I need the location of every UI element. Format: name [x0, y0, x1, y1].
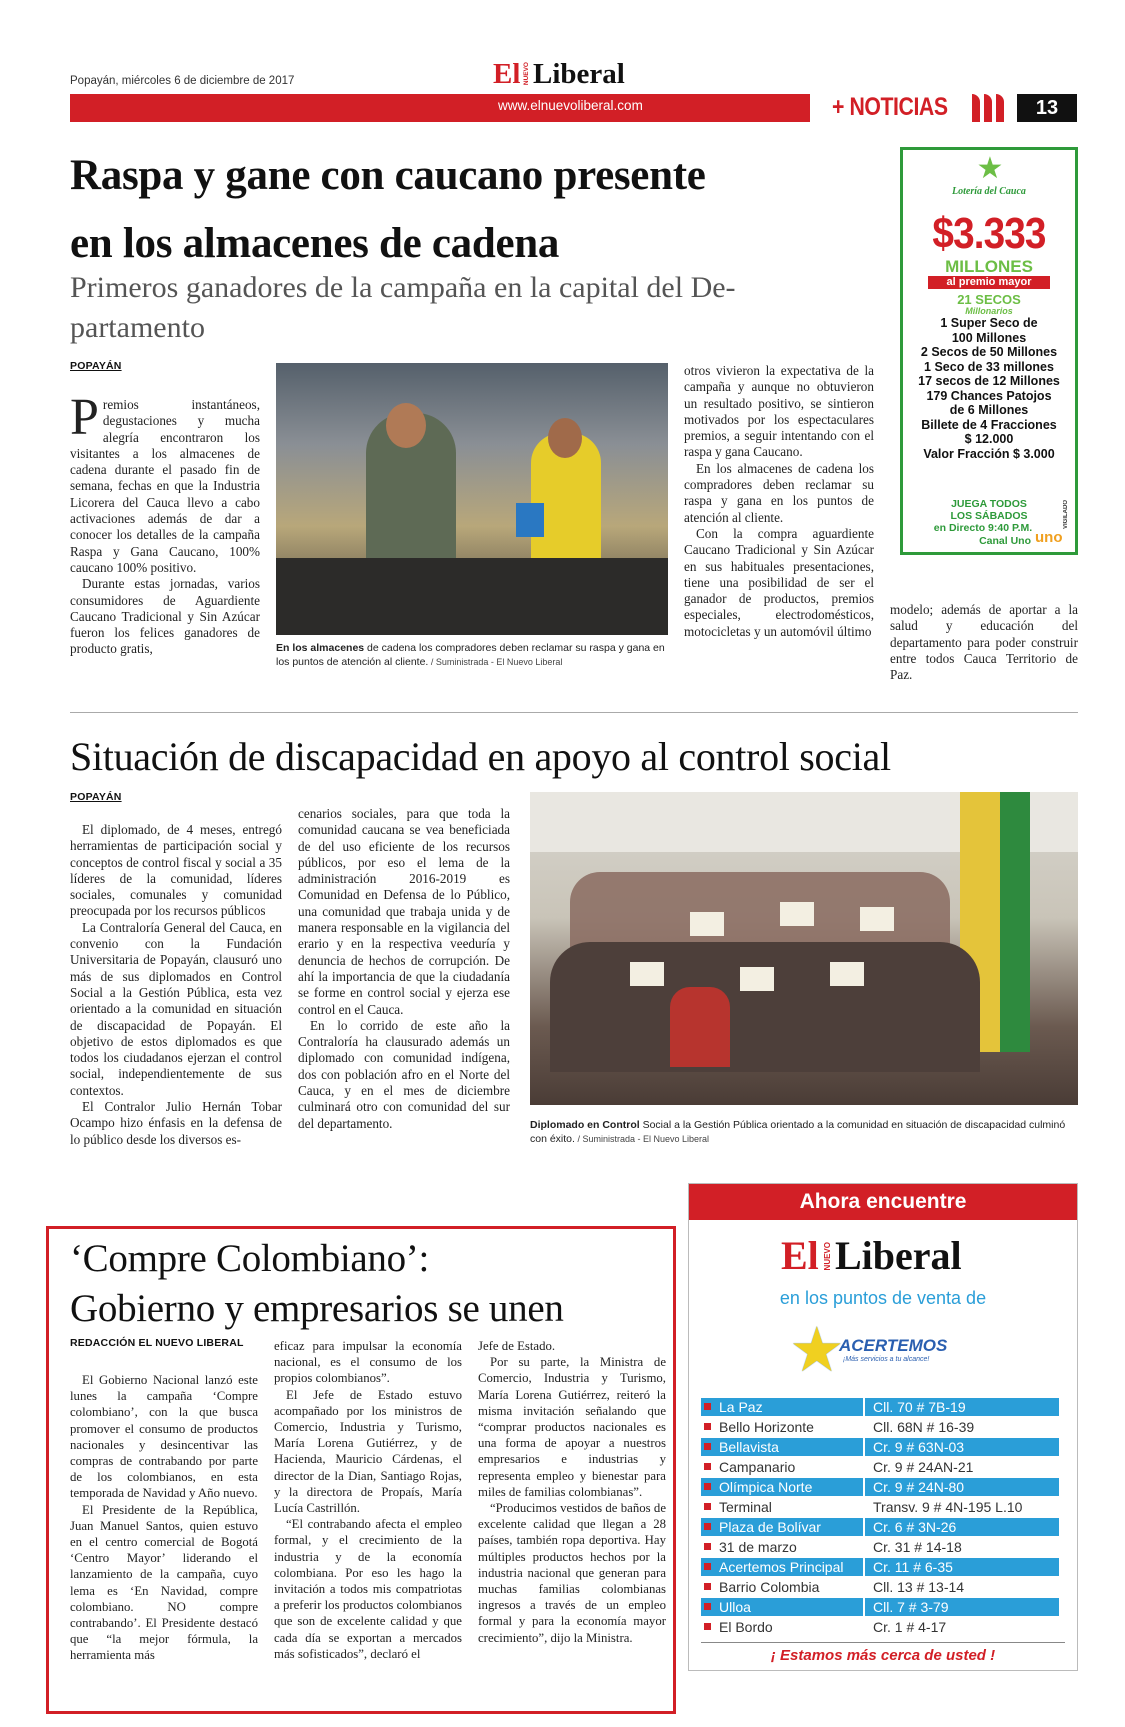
lottery-ad[interactable]	[900, 147, 1078, 555]
lottery-amount: $3.333	[932, 209, 1046, 258]
article2-col1	[70, 822, 282, 1148]
sales-point-name: Plaza de Bolívar	[719, 1519, 821, 1535]
sales-point-addr: Cr. 9 # 24N-80	[873, 1479, 965, 1495]
article3-kicker: REDACCIÓN EL NUEVO LIBERAL	[70, 1337, 244, 1349]
lottery-millonarios: Millonarios	[965, 306, 1013, 316]
sales-point-name: El Bordo	[719, 1619, 773, 1635]
article2-col2-p1: cenarios sociales, para que toda la comunidad caucana se vea beneficiada de del uso eficiente de los recursos públicos, por eso el lema de la administración 2016-2019 es Comunidad en Defensa de lo Público, una comunidad que trabaja unida y de manera responsable en la vigilancia del erario y en la respectiva veeduría y denuncia de hechos de corrupción. De ahí la importancia de que la ciudadanía se forme en control social y ejerza ese control en el Cauca.	[298, 806, 510, 1017]
article3-headline-line1: ‘Compre Colombiano’:	[70, 1237, 430, 1280]
article3-col1	[70, 1372, 258, 1664]
sales-point-addr: Cr. 9 # 63N-03	[873, 1439, 965, 1455]
canal-uno-logo: uno	[1035, 529, 1063, 546]
page-number: 13	[1017, 94, 1077, 122]
lottery-juega1: JUEGA TODOS	[951, 498, 1027, 510]
article1-col1-p1: remios instantáneos, degustaciones y mucha alegría encontraron los visitantes a los almacenes de cadena durante el pasado fin de semana, fechas en que la Industria Licorera del Cauca llevo a cabo activaciones además de dar a conocer los detalles de la campaña Raspa y Gana Caucano, 100% caucano 100% positivo.	[70, 397, 260, 575]
article1-headline-line1: Raspa y gane con caucano presente	[70, 152, 706, 199]
lottery-line: $ 12.000	[964, 432, 1014, 446]
article2-headline: Situación de discapacidad en apoyo al control social	[70, 734, 891, 779]
article1-col3-p3: Con la compra aguardiente Caucano Tradicional y Sin Azúcar en sus habituales presentaciones, tiene una posibilidad de ser el ganador de productos, premios especiales, electrodomésticos, motocicletas y un automóvil último	[684, 525, 874, 639]
article3-col1-p1: El Gobierno Nacional lanzó este lunes la campaña ‘Compre colombiano’, con la que busca promover el consumo de productos nacionales y desincentivar las compras de contrabando por parte de los colombianos, en esta temporada de Navidad y Año nuevo.	[70, 1373, 258, 1501]
sales-point-name: La Paz	[719, 1399, 763, 1415]
sales-point-name: Acertemos Principal	[719, 1559, 844, 1575]
masthead-nuevo: NUEVO	[523, 62, 530, 86]
article3-col2	[274, 1338, 462, 1662]
lottery-secos: 21 SECOS	[957, 292, 1021, 307]
sales-point-name: Terminal	[719, 1499, 772, 1515]
sales-logo-liberal: Liberal	[835, 1233, 962, 1278]
section-label: + NOTICIAS	[832, 93, 948, 121]
sales-point-name: Bellavista	[719, 1439, 779, 1455]
sales-point-row	[701, 1438, 1059, 1456]
sales-point-name: Bello Horizonte	[719, 1419, 814, 1435]
article1-subhead	[70, 268, 870, 348]
lottery-line: Valor Fracción $ 3.000	[923, 446, 1055, 461]
lottery-premio: al premio mayor	[928, 276, 1050, 289]
dateline: Popayán, miércoles 6 de diciembre de 2017	[70, 75, 295, 87]
bullet-icon	[704, 1523, 711, 1530]
article1-kicker: POPAYÁN	[70, 360, 122, 372]
sales-point-row	[701, 1398, 1059, 1416]
sales-banner: Ahora encuentre	[689, 1184, 1077, 1220]
vigilado-label: VIGILADO	[1063, 500, 1069, 530]
article2-col2-p2: En lo corrido de este año la Contraloría ha clausurado además un diplomado con comunidad indígena, dos con población afro en el Norte del Cauca, y en el mes de diciembre culminará otro con comunidad del sur del departamento.	[298, 1017, 510, 1131]
article1-dropcap: P	[70, 389, 99, 446]
acertemos-logo: ACERTEMOS	[839, 1336, 948, 1355]
lottery-line: 2 Secos de 50 Millones	[920, 345, 1058, 359]
article1-headline-line2: en los almacenes de cadena	[70, 220, 560, 267]
article1-subhead-line2: partamento	[70, 311, 205, 344]
bullet-icon	[704, 1563, 711, 1570]
header-red-bar	[70, 94, 810, 122]
sales-point-name: Olímpica Norte	[719, 1479, 813, 1495]
article1-col3	[684, 363, 874, 640]
article1-col3-p1: otros vivieron la expectativa de la campaña y aunque no obtuvieron un resultado positivo, se sintieron motivados por los espectaculares premios, a seguir intentando con el raspa y gana Caucano.	[684, 363, 874, 460]
acertemos-star-icon: ★	[789, 1313, 845, 1386]
article3-col3-p1: Jefe de Estado.	[478, 1339, 556, 1353]
sales-point-name: Barrio Colombia	[719, 1579, 820, 1595]
masthead-el: El	[493, 58, 521, 90]
article1-caption	[276, 641, 668, 669]
sales-point-row	[701, 1538, 1059, 1556]
lottery-millones: MILLONES	[945, 257, 1033, 276]
sales-point-addr: Cr. 9 # 24AN-21	[873, 1459, 974, 1475]
article1-col4	[890, 602, 1078, 683]
section-stripes	[970, 94, 1020, 122]
article1-col3-p2: En los almacenes de cadena los compradores deben reclamar su raspa y gana en los puntos de atención al cliente.	[684, 460, 874, 525]
sales-point-row	[701, 1418, 1059, 1436]
article2-caption-credit: / Suministrada - El Nuevo Liberal	[574, 1134, 710, 1144]
lottery-line: 17 secos de 12 Millones	[918, 374, 1060, 388]
article3-headline-line2: Gobierno y empresarios se unen	[70, 1287, 564, 1330]
masthead-liberal: Liberal	[533, 58, 625, 90]
article2-caption-text: Social a la Gestión Pública orientado a la comunidad en situación de discapacidad culminó con éxito.	[530, 1119, 1066, 1145]
sales-point-row	[701, 1598, 1059, 1616]
sales-logo	[781, 1233, 991, 1278]
article1-subhead-line1: Primeros ganadores de la campaña en la capital del De-	[70, 271, 736, 304]
sales-footer-divider	[701, 1642, 1065, 1643]
article1-col4-p1: modelo; además de aportar a la salud y educación del departamento para poder construir entre todos Cauca Territorio de Paz.	[890, 602, 1078, 683]
lottery-line: Billete de 4 Fracciones	[921, 417, 1057, 432]
article3-col3-p3: “Producimos vestidos de baños de excelente calidad que llegan a 28 países, también ropa deportiva. Hay múltiples productos hechos por la industria nacional que generan para muchas familias colombianas ingresos a través de un empleo formal y para la economía mayor crecimiento”, dijo la Ministra.	[478, 1501, 666, 1645]
lottery-canal: Canal Uno	[979, 535, 1031, 547]
sales-point-addr: Transv. 9 # 4N-195 L.10	[873, 1499, 1023, 1515]
acertemos-tag: ¡Más servicios a tu alcance!	[843, 1356, 930, 1363]
sales-footer: ¡ Estamos más cerca de usted !	[770, 1647, 996, 1664]
article1-caption-text: de cadena los compradores deben reclamar su raspa y gana en los puntos de atención al cliente.	[276, 642, 665, 668]
sales-logo-nuevo: NUEVO	[823, 1242, 832, 1271]
article2-col1-p2: La Contraloría General del Cauca, en convenio con la Fundación Universitaria de Popayán, clausuró uno más de sus diplomados en Control Social a la Gestión Pública, esta vez orientado a la comunidad en situación de discapacidad de Popayán. El objetivo de estos diplomados es que todos los ciudadanos ejerzan el control social, independientemente de sus contextos.	[70, 919, 282, 1098]
lottery-directo: en Directo 9:40 P.M.	[933, 522, 1033, 534]
lottery-line: 1 Seco de 33 millones	[924, 359, 1054, 374]
header-url: www.elnuevoliberal.com	[498, 98, 643, 113]
lottery-prize-list	[903, 316, 1075, 461]
article2-col1-p3: El Contralor Julio Hernán Tobar Ocampo hizo énfasis en la defensa de lo público desde los diversos es-	[70, 1099, 282, 1147]
sales-point-addr: Cr. 1 # 4-17	[873, 1619, 947, 1635]
article1-col1	[70, 389, 260, 658]
sales-subtitle: en los puntos de venta de	[779, 1288, 987, 1308]
article2-caption	[530, 1118, 1078, 1146]
bullet-icon	[704, 1503, 711, 1510]
article3-col3-p2: Por su parte, la Ministra de Comercio, Industria y Turismo, María Lorena Gutiérrez, reiteró la misma invitación señalando que “comprar productos nacionales es una forma de apoyar a nuestros empresarios e industrias y representa empleo y bienestar para miles de familias colombianas”.	[478, 1355, 666, 1499]
bullet-icon	[704, 1463, 711, 1470]
star-icon: ★	[976, 151, 1004, 186]
bullet-icon	[704, 1623, 711, 1630]
sales-ad[interactable]	[688, 1183, 1078, 1671]
bullet-icon	[704, 1603, 711, 1610]
bullet-icon	[704, 1543, 711, 1550]
sales-point-row	[701, 1478, 1059, 1496]
sales-point-row	[701, 1618, 1059, 1636]
article3-col1-p2: El Presidente de la República, Juan Manuel Santos, quien estuvo en el centro comercial de Bogotá ‘Centro Mayor’ liderando el lanzamiento de la campaña, cuyo lema es ‘En Navidad, compre colombiano. NO compre contrabando’. El Presidente destacó que “la mejor fórmula, la herramienta más	[70, 1502, 258, 1663]
sales-point-row	[701, 1558, 1059, 1576]
lottery-line: de 6 Millones	[949, 403, 1029, 417]
sales-point-name: Ulloa	[719, 1599, 751, 1615]
bullet-icon	[704, 1443, 711, 1450]
lottery-line: 1 Super Seco de	[940, 316, 1038, 330]
masthead-logo	[493, 58, 653, 92]
article2-col1-p1: El diplomado, de 4 meses, entregó herramientas de participación social y conceptos de control fiscal y social a 35 líderes de la comunidad, líderes sociales, comunales y comunidad preocupada por los recursos públicos	[70, 822, 282, 919]
article1-col1-p2: Durante estas jornadas, varios consumidores de Aguardiente Caucano Tradicional y Sin Azúcar fueron los felices ganadores de producto gratis,	[70, 576, 260, 657]
sales-point-row	[701, 1458, 1059, 1476]
section-divider-1	[70, 712, 1078, 713]
article2-col2	[298, 806, 510, 1132]
sales-point-addr: Cr. 11 # 6-35	[873, 1559, 953, 1575]
article1-photo	[276, 363, 668, 635]
lottery-line: 179 Chances Patojos	[926, 388, 1052, 403]
article2-caption-bold: Diplomado en Control	[530, 1119, 640, 1131]
lottery-line: 100 Millones	[951, 330, 1027, 345]
sales-point-row	[701, 1498, 1059, 1516]
article3-col2-p1: eficaz para impulsar la economía nacional, es el consumo de los propios colombianos”.	[274, 1339, 462, 1386]
bullet-icon	[704, 1483, 711, 1490]
article1-caption-bold: En los almacenes	[276, 642, 365, 654]
sales-point-addr: Cll. 13 # 13-14	[873, 1579, 965, 1595]
sales-point-addr: Cll. 68N # 16-39	[873, 1419, 975, 1435]
article1-headline	[70, 142, 890, 278]
article2-photo	[530, 792, 1078, 1105]
article3-col2-p2: El Jefe de Estado estuvo acompañado por los ministros de Comercio, Industria y Turismo, María Lorena Gutiérrez, y de Hacienda, Mauricio Cárdenas, el director de la Dian, Santiago Rojas, y la directora de Propaís, María Lucía Castrillón.	[274, 1387, 462, 1516]
sales-point-row	[701, 1518, 1059, 1536]
article1-caption-credit: / Suministrada - El Nuevo Liberal	[428, 657, 563, 667]
article3-headline	[70, 1234, 670, 1334]
article3-col3	[478, 1338, 666, 1646]
sales-point-addr: Cr. 6 # 3N-26	[873, 1519, 957, 1535]
sales-point-addr: Cll. 70 # 7B-19	[873, 1399, 966, 1415]
bullet-icon	[704, 1403, 711, 1410]
bullet-icon	[704, 1423, 711, 1430]
article3-col2-p3: “El contrabando afecta el empleo formal, y el crecimiento de la industria y de la economía colombiana. Por eso les hago la invitación a todos mis compatriotas a preferir los productos colombianos que son de excelente calidad y que cada día se exportan a mercados más sofisticados”, declaró el	[274, 1517, 462, 1661]
lottery-juega2: LOS SÁBADOS	[950, 510, 1028, 522]
sales-point-addr: Cr. 31 # 14-18	[873, 1539, 962, 1555]
sales-point-name: 31 de marzo	[719, 1539, 797, 1555]
sales-point-addr: Cll. 7 # 3-79	[873, 1599, 949, 1615]
sales-point-row	[701, 1578, 1059, 1596]
sales-point-name: Campanario	[719, 1459, 796, 1475]
bullet-icon	[704, 1583, 711, 1590]
lottery-brand: Lotería del Cauca	[952, 186, 1026, 197]
sales-logo-el: El	[781, 1233, 819, 1278]
article2-kicker: POPAYÁN	[70, 791, 122, 803]
